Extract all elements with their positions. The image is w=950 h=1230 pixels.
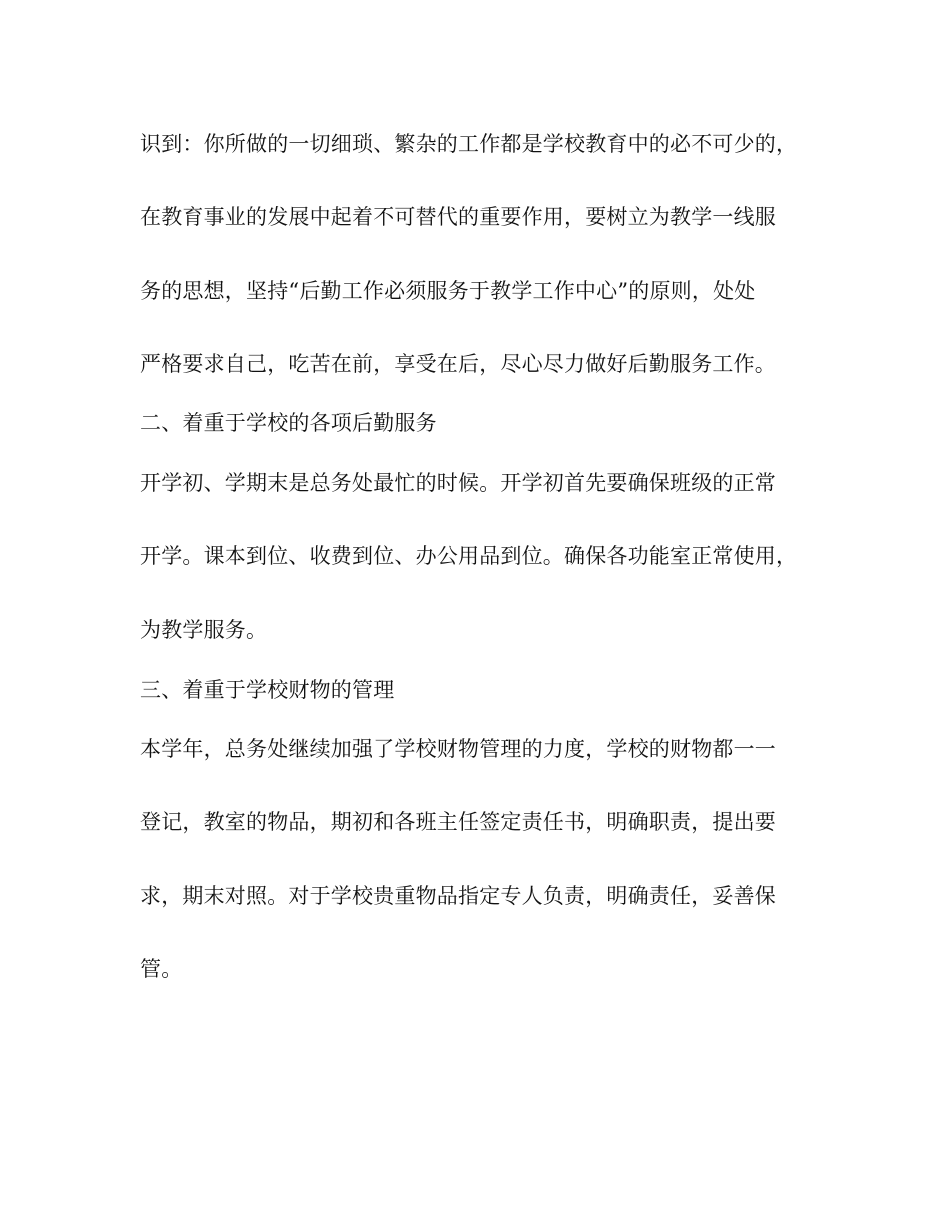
section-heading: 二、着重于学校的各项后勤服务	[140, 411, 437, 435]
paragraph-line: 开学初、学期末是总务处最忙的时候。开学初首先要确保班级的正常	[140, 471, 776, 495]
paragraph-line: 登记，教室的物品，期初和各班主任签定责任书，明确职责，提出要	[140, 810, 776, 834]
paragraph-line: 在教育事业的发展中起着不可替代的重要作用，要树立为教学一线服	[140, 205, 776, 229]
paragraph-line: 为教学服务。	[140, 618, 268, 642]
paragraph-line: 务的思想，坚持“后勤工作必须服务于教学工作中心”的原则，处处	[140, 279, 756, 303]
paragraph-line: 管。	[140, 957, 183, 981]
paragraph-line: 本学年，总务处继续加强了学校财物管理的力度，学校的财物都一一	[140, 737, 776, 761]
section-heading: 三、着重于学校财物的管理	[140, 678, 395, 702]
paragraph-line: 求，期末对照。对于学校贵重物品指定专人负责，明确责任，妥善保	[140, 884, 776, 908]
paragraph-line: 开学。课本到位、收费到位、办公用品到位。确保各功能室正常使用，	[140, 544, 798, 568]
paragraph-line: 严格要求自己，吃苦在前，享受在后，尽心尽力做好后勤服务工作。	[140, 352, 776, 376]
paragraph-line: 识到：你所做的一切细琐、繁杂的工作都是学校教育中的必不可少的，	[140, 132, 798, 156]
